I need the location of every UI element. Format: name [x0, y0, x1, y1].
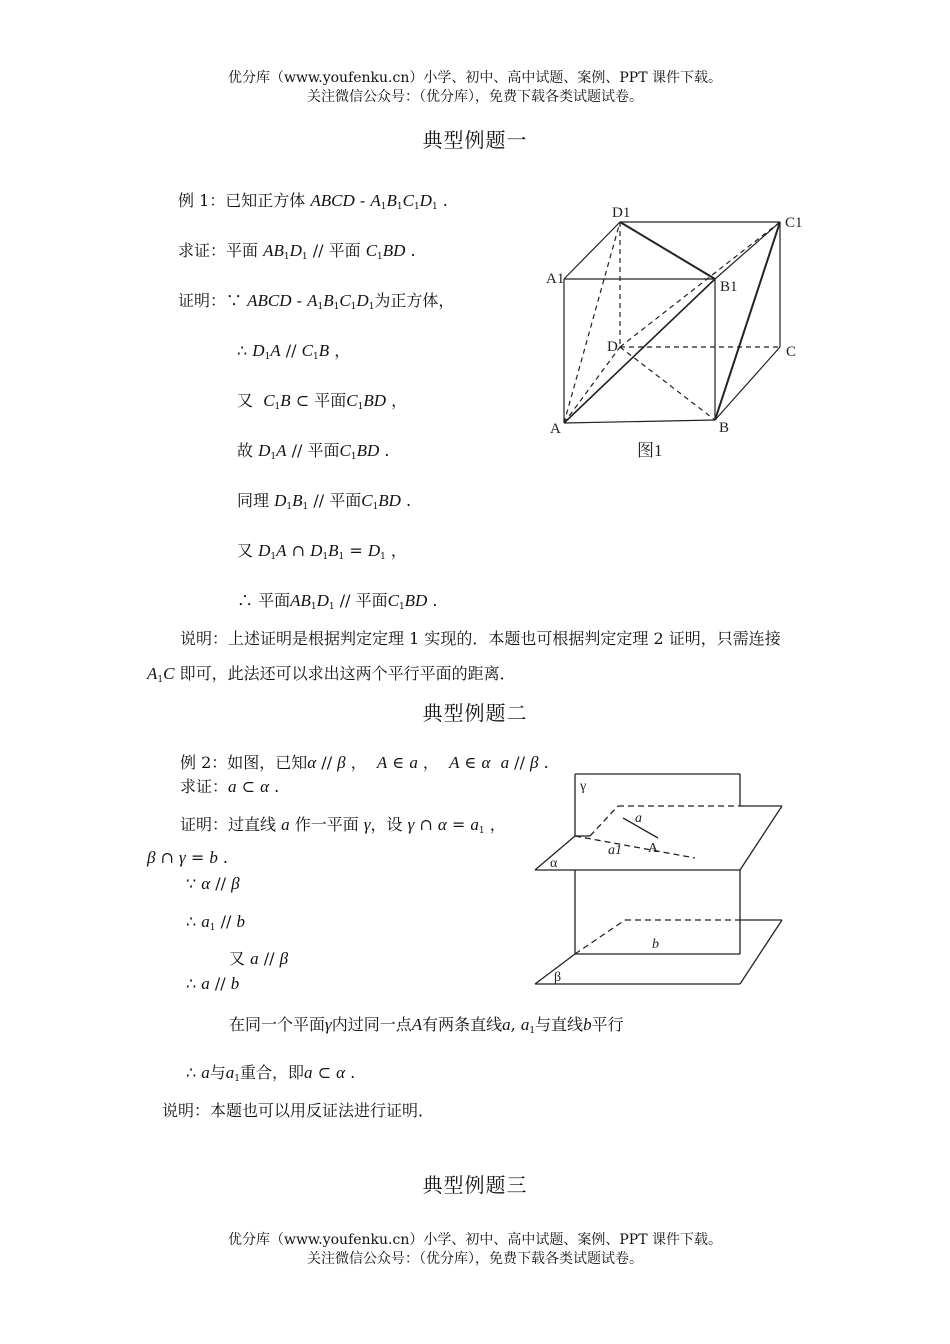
line-a1 — [575, 836, 695, 858]
label-b1: B1 — [720, 279, 738, 295]
proof-line-4: 故 $D_1A$ // 平面$C_1BD$ . — [237, 441, 390, 462]
example-1-statement: 例 1：已知正方体 ABCD - $A_1B_1C_1D_1$ . — [178, 191, 448, 212]
alpha-back-dashed — [590, 806, 618, 836]
proof2-line-5: 又 a // β — [229, 949, 289, 968]
label-c1: C1 — [785, 215, 803, 231]
edge-a1d1 — [564, 222, 620, 279]
example-2-to-prove: 求证：a ⊂ α . — [180, 777, 280, 796]
edge-ab — [564, 420, 715, 423]
label-d1: D1 — [612, 205, 631, 221]
header-line-1: 优分库（www.youfenku.cn）小学、初中、高中试题、案例、PPT 课件下载。 — [227, 70, 722, 86]
note-2: 说明：本题也可以用反证法进行证明． — [162, 1101, 435, 1120]
alpha-right — [740, 806, 782, 870]
proof2-line-7: 在同一个平面γ内过同一点A有两条直线a, $a_1$与直线b平行 — [229, 1015, 624, 1036]
diag-bc1 — [715, 222, 780, 420]
label-a: a — [635, 811, 642, 826]
proof-line-3: 又 $C_1B$ ⊂ 平面$C_1BD$ ， — [237, 391, 408, 412]
figure-caption: 图1 — [637, 441, 663, 460]
label-a: A — [550, 421, 561, 437]
label-b: B — [719, 420, 730, 436]
cube-figure — [540, 195, 815, 470]
label-b: b — [652, 937, 659, 952]
proof-line-7: ∴ 平面$AB_1D_1$ // 平面$C_1BD$ . — [237, 591, 438, 612]
diag-ab1 — [564, 279, 715, 423]
label-alpha: α — [550, 856, 558, 871]
label-beta: β — [554, 970, 562, 985]
note-1-line-2: $A_1C$ 即可，此法还可以求出这两个平行平面的距离． — [147, 664, 516, 685]
proof-line-5: 同理 $D_1B_1$ // 平面$C_1BD$ . — [237, 491, 412, 512]
label-c: C — [786, 344, 797, 360]
proof2-line-2: β ∩ γ = b . — [147, 848, 228, 867]
label-a1: a1 — [608, 843, 622, 858]
planes-figure — [530, 768, 790, 990]
label-a1: A1 — [546, 271, 565, 287]
proof-line-6: 又 $D_1A$ ∩ $D_1B_1 = D_1$ ， — [237, 541, 407, 562]
label-d: D — [607, 339, 618, 355]
diag-dc1 — [620, 222, 780, 347]
note-1-line-1: 说明：上述证明是根据判定定理 1 实现的．本题也可根据判定定理 2 证明，只需连接 — [180, 629, 781, 648]
label-point-a: A — [648, 841, 659, 856]
section-title-2: 典型例题二 — [422, 701, 528, 725]
beta-right — [740, 920, 782, 984]
diag-d1b1 — [620, 222, 715, 279]
footer-line-1: 优分库（www.youfenku.cn）小学、初中、高中试题、案例、PPT 课件下载。 — [227, 1232, 722, 1248]
header-line-2: 关注微信公众号：（优分库），免费下载各类试题试卷。 — [307, 89, 643, 105]
proof2-line-1: 证明：过直线 a 作一平面 γ，设 γ ∩ $\alpha = a_1$ ， — [180, 815, 506, 836]
label-gamma: γ — [580, 779, 587, 794]
example-1-to-prove: 求证：平面 $AB_1D_1$ // 平面 $C_1BD$ . — [178, 241, 416, 262]
edge-ad — [564, 347, 620, 423]
footer-line-2: 关注微信公众号：（优分库），免费下载各类试题试卷。 — [307, 1251, 643, 1267]
example-2-statement: 例 2：如图，已知α // β ， A ∈ a ， A ∈ α a // β . — [180, 753, 549, 772]
edge-bc — [715, 347, 780, 420]
proof-line-2: ∴ $D_1A // C_1B$ ， — [237, 341, 351, 362]
diag-ad1 — [564, 222, 620, 423]
beta-back-dashed — [575, 920, 625, 954]
proof2-line-8: ∴ a与$a_1$重合，即a ⊂ α . — [186, 1063, 356, 1084]
section-title-1: 典型例题一 — [422, 128, 528, 152]
proof2-line-4: ∴ $a_1$ // b — [186, 912, 245, 933]
section-title-3: 典型例题三 — [422, 1173, 528, 1197]
diag-db — [620, 347, 715, 420]
proof-line-1: 证明：∵ ABCD - $A_1B_1C_1D_1$为正方体， — [178, 291, 455, 312]
proof2-line-6: ∴ a // b — [186, 974, 240, 993]
proof2-line-3: ∵ α // β — [186, 874, 240, 893]
